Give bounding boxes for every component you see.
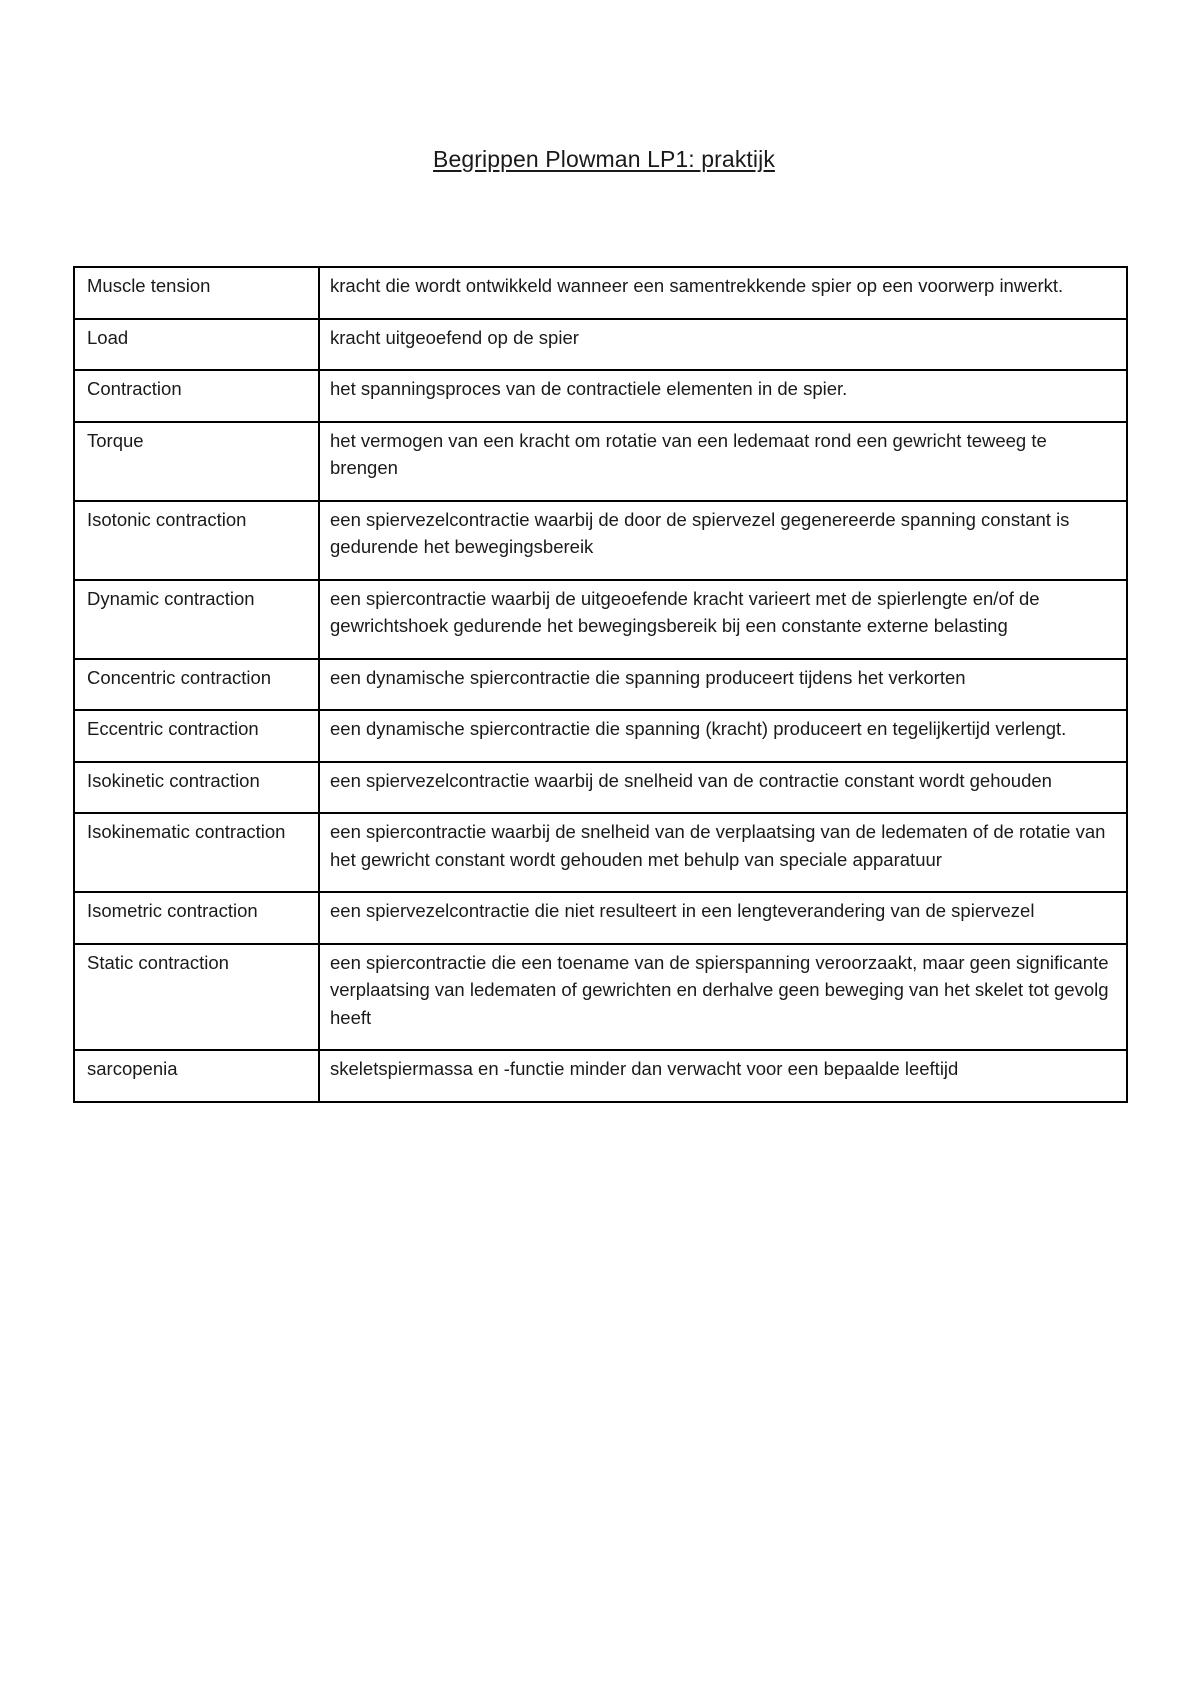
term-cell: Isometric contraction — [74, 892, 319, 944]
terms-table-body — [74, 267, 1127, 1102]
term-cell: Static contraction — [74, 944, 319, 1051]
table-row — [74, 813, 1127, 892]
term-cell: Isotonic contraction — [74, 501, 319, 580]
table-row — [74, 422, 1127, 501]
table-row — [74, 580, 1127, 659]
table-row — [74, 501, 1127, 580]
term-cell: Torque — [74, 422, 319, 501]
definition-cell: een dynamische spiercontractie die spanning produceert tijdens het verkorten — [319, 659, 1127, 711]
term-cell: Eccentric contraction — [74, 710, 319, 762]
term-cell: Dynamic contraction — [74, 580, 319, 659]
table-row — [74, 370, 1127, 422]
term-cell: Concentric contraction — [74, 659, 319, 711]
definition-cell: een spiercontractie die een toename van de spierspanning veroorzaakt, maar geen significante verplaatsing van ledematen of gewrichten en derhalve geen beweging van het skelet tot gevolg heeft — [319, 944, 1127, 1051]
definition-cell: een spiervezelcontractie waarbij de snelheid van de contractie constant wordt gehouden — [319, 762, 1127, 814]
table-row — [74, 944, 1127, 1051]
table-row — [74, 659, 1127, 711]
terms-table — [73, 266, 1128, 1103]
term-cell: Isokinetic contraction — [74, 762, 319, 814]
definition-cell: een spiervezelcontractie die niet resulteert in een lengteverandering van de spiervezel — [319, 892, 1127, 944]
table-row — [74, 1050, 1127, 1102]
table-row — [74, 710, 1127, 762]
term-cell: sarcopenia — [74, 1050, 319, 1102]
table-row — [74, 267, 1127, 319]
term-cell: Load — [74, 319, 319, 371]
table-row — [74, 762, 1127, 814]
page-title: Begrippen Plowman LP1: praktijk — [433, 146, 775, 172]
table-row — [74, 892, 1127, 944]
definition-cell: kracht uitgeoefend op de spier — [319, 319, 1127, 371]
definition-cell: kracht die wordt ontwikkeld wanneer een samentrekkende spier op een voorwerp inwerkt. — [319, 267, 1127, 319]
definition-cell: een spiervezelcontractie waarbij de door de spiervezel gegenereerde spanning constant is gedurende het bewegingsbereik — [319, 501, 1127, 580]
definition-cell: skeletspiermassa en -functie minder dan verwacht voor een bepaalde leeftijd — [319, 1050, 1127, 1102]
definition-cell: het spanningsproces van de contractiele elementen in de spier. — [319, 370, 1127, 422]
definition-cell: een dynamische spiercontractie die spanning (kracht) produceert en tegelijkertijd verlengt. — [319, 710, 1127, 762]
definition-cell: een spiercontractie waarbij de uitgeoefende kracht varieert met de spierlengte en/of de gewrichtshoek gedurende het bewegingsbereik bij een constante externe belasting — [319, 580, 1127, 659]
table-row — [74, 319, 1127, 371]
term-cell: Muscle tension — [74, 267, 319, 319]
definition-cell: een spiercontractie waarbij de snelheid van de verplaatsing van de ledematen of de rotatie van het gewricht constant wordt gehouden met behulp van speciale apparatuur — [319, 813, 1127, 892]
term-cell: Contraction — [74, 370, 319, 422]
definition-cell: het vermogen van een kracht om rotatie van een ledemaat rond een gewricht teweeg te brengen — [319, 422, 1127, 501]
term-cell: Isokinematic contraction — [74, 813, 319, 892]
